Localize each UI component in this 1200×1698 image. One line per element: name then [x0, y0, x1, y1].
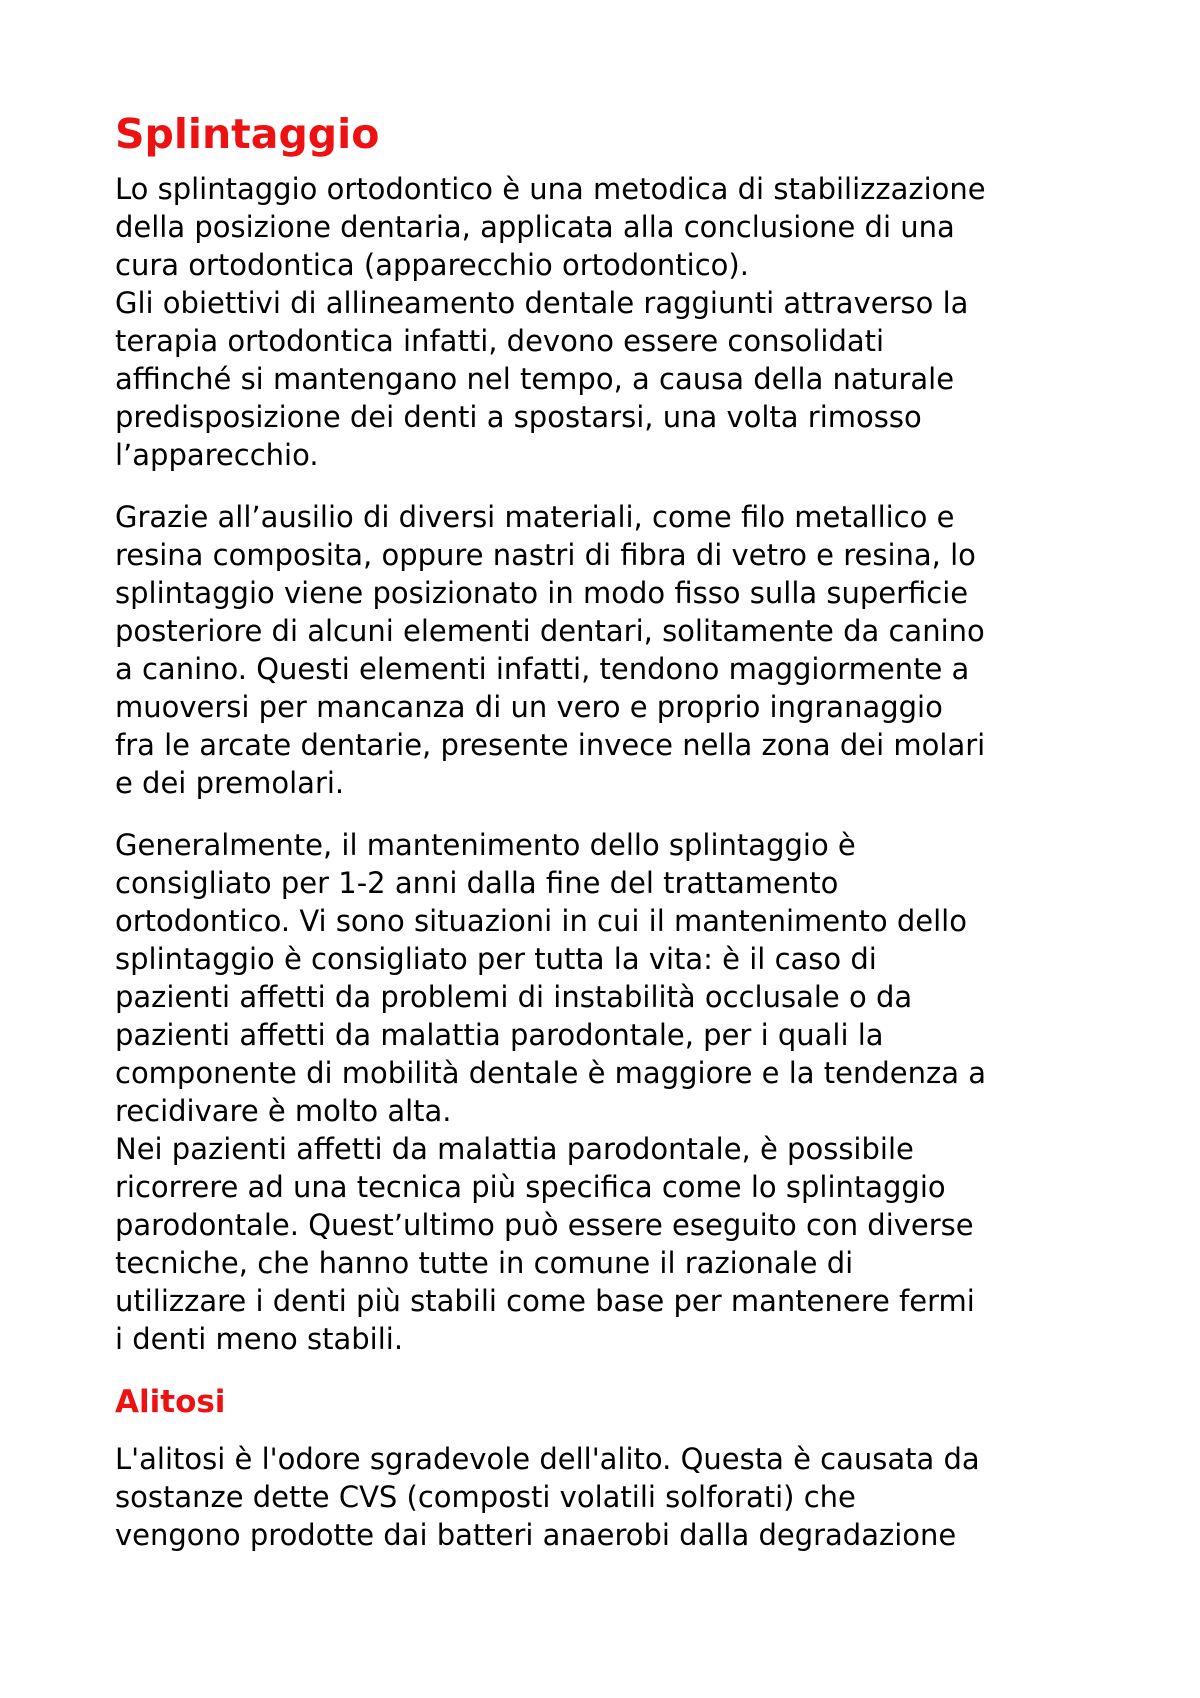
text-line: e dei premolari.	[115, 766, 345, 800]
text-line: affinché si mantengano nel tempo, a causa della naturale	[115, 362, 955, 396]
text-line: sostanze dette CVS (composti volatili solforati) che	[115, 1480, 856, 1514]
text-line: Generalmente, il mantenimento dello splintaggio è	[115, 828, 856, 862]
text-line: i denti meno stabili.	[115, 1322, 404, 1356]
text-line: ricorrere ad una tecnica più specifica come lo splintaggio	[115, 1170, 946, 1204]
text-line: l’apparecchio.	[115, 438, 319, 472]
text-line: consigliato per 1-2 anni dalla fine del trattamento	[115, 866, 839, 900]
paragraph-splintaggio-2	[115, 498, 1125, 802]
text-line: Nei pazienti affetti da malattia parodontale, è possibile	[115, 1132, 914, 1166]
text-line: resina composita, oppure nastri di fibra di vetro e resina, lo	[115, 538, 976, 572]
text-line: predisposizione dei denti a spostarsi, una volta rimosso	[115, 400, 922, 434]
document-page	[115, 108, 1125, 1578]
paragraph-splintaggio-1	[115, 170, 1125, 474]
heading-splintaggio: Splintaggio	[115, 110, 380, 158]
text-line: fra le arcate dentarie, presente invece nella zona dei molari	[115, 728, 986, 762]
text-line: Grazie all’ausilio di diversi materiali, come filo metallico e	[115, 500, 955, 534]
text-line: componente di mobilità dentale è maggiore e la tendenza a	[115, 1056, 986, 1090]
text-line: a canino. Questi elementi infatti, tendono maggiormente a	[115, 652, 970, 686]
text-line: recidivare è molto alta.	[115, 1094, 452, 1128]
text-line: ortodontico. Vi sono situazioni in cui il mantenimento dello	[115, 904, 967, 938]
text-line: splintaggio è consigliato per tutta la vita: è il caso di	[115, 942, 877, 976]
paragraph-alitosi-1	[115, 1440, 1125, 1554]
heading-alitosi: Alitosi	[115, 1384, 226, 1420]
text-line: muoversi per mancanza di un vero e proprio ingranaggio	[115, 690, 943, 724]
text-line: posteriore di alcuni elementi dentari, solitamente da canino	[115, 614, 985, 648]
text-line: tecniche, che hanno tutte in comune il razionale di	[115, 1246, 854, 1280]
text-line: utilizzare i denti più stabili come base per mantenere fermi	[115, 1284, 975, 1318]
text-line: vengono prodotte dai batteri anaerobi dalla degradazione	[115, 1518, 957, 1552]
text-line: della posizione dentaria, applicata alla conclusione di una	[115, 210, 955, 244]
text-line: cura ortodontica (apparecchio ortodontico).	[115, 248, 749, 282]
text-line: L'alitosi è l'odore sgradevole dell'alito. Questa è causata da	[115, 1442, 980, 1476]
paragraph-splintaggio-3	[115, 826, 1125, 1358]
text-line: pazienti affetti da problemi di instabilità occlusale o da	[115, 980, 913, 1014]
text-line: pazienti affetti da malattia parodontale, per i quali la	[115, 1018, 884, 1052]
text-line: terapia ortodontica infatti, devono essere consolidati	[115, 324, 885, 358]
text-line: splintaggio viene posizionato in modo fisso sulla superficie	[115, 576, 969, 610]
text-line: Gli obiettivi di allineamento dentale raggiunti attraverso la	[115, 286, 969, 320]
text-line: parodontale. Quest’ultimo può essere eseguito con diverse	[115, 1208, 974, 1242]
text-line: Lo splintaggio ortodontico è una metodica di stabilizzazione	[115, 172, 986, 206]
